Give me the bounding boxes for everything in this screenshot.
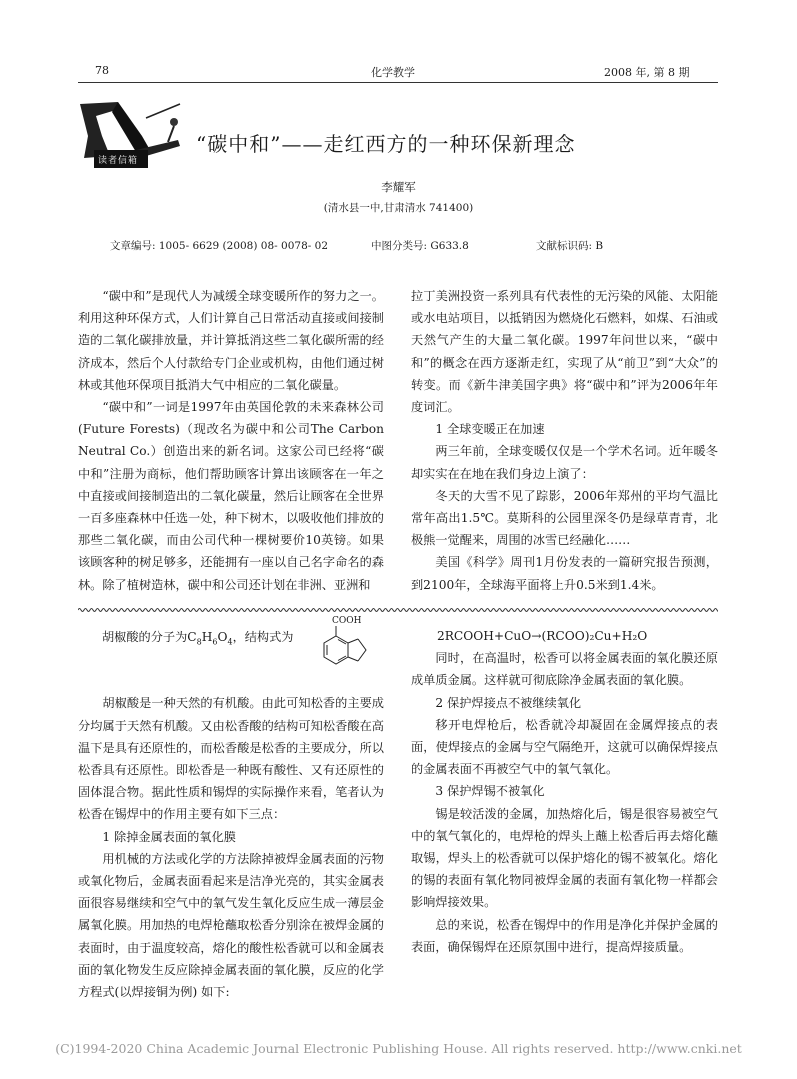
formula-text-b: H [201, 630, 213, 644]
header-rule [78, 82, 718, 83]
formula-text-c: O [217, 630, 228, 644]
journal-name: 化学教学 [371, 66, 415, 79]
logo-label: 读者信箱 [98, 156, 139, 166]
section-heading: 1 除掉金属表面的氧化膜 [102, 829, 236, 844]
clc-number: 中图分类号: G633.8 [371, 240, 469, 252]
document-code: 文献标识码: B [536, 240, 604, 252]
formula-sub: 6 [212, 637, 218, 647]
paragraph: 美国《科学》周刊1月份发表的一篇研究报告预测，到2100年，全球海平面将上升0.5米到1.4米。 [411, 555, 718, 592]
section-heading: 3 保护焊锡不被氧化 [435, 784, 545, 799]
paragraph: 移开电焊枪后，松香就冷却凝固在金属焊接点的表面，使焊接点的金属与空气隔绝开，这就可以确保焊接点的金属表面不再被空气中的氧气氧化。 [411, 717, 718, 777]
formula-sub: 8 [196, 637, 202, 647]
cooh-label: COOH [332, 616, 362, 626]
benzodioxole-structure-icon [318, 620, 378, 684]
formula-sub: 4 [227, 637, 233, 647]
structural-formula [318, 616, 378, 684]
article2-left-body [78, 692, 384, 1003]
article2-right-column [411, 625, 718, 958]
paragraph: 胡椒酸是一种天然的有机酸。由此可知松香的主要成分均属于天然有机酸。又由松香酸的结构可知松香酸在高温下是具有还原性的，而松香酸是松香的主要成分，所以松香具有还原性。即松香是一种既有酸性、又有还原性的固体混合物。据此性质和锡焊的实际操作来看，笔者认为松香在锡焊中的作用主要有如下三点： [78, 696, 384, 822]
formula-text-d: ，结构式为 [232, 630, 294, 644]
wavy-divider [78, 607, 718, 613]
paragraph: 同时，在高温时，松香可以将金属表面的氧化膜还原成单质金属。这样就可彻底除净金属表面的氧化膜。 [411, 651, 718, 688]
paragraph: 两三年前，全球变暖仅仅是一个学术名词。近年暖冬却实实在在地在我们身边上演了： [411, 444, 718, 481]
paragraph: 拉丁美洲投资一系列具有代表性的无污染的风能、太阳能或水电站项目，以抵销因为燃烧化石燃料，如煤、石油或天然气产生的大量二氧化碳。1997年问世以来，“碳中和”的概念在西方逐渐走红，实现了从“前卫”到“大众”的转变。而《新牛津美国字典》将“碳中和”评为2006年年度词汇。 [411, 289, 718, 415]
paragraph: 冬天的大雪不见了踪影，2006年郑州的平均气温比常年高出1.5℃。莫斯科的公园里深冬仍是绿草青青，北极熊一觉醒来，周围的冰雪已经融化…… [411, 488, 718, 548]
author-affiliation: (清水县一中,甘肃清水 741400) [323, 202, 474, 214]
article2-right-body [411, 647, 718, 958]
paragraph: 总的来说，松香在锡焊中的作用是净化并保护金属的表面，确保锡焊在还原氛围中进行，提高焊接质量。 [411, 917, 718, 954]
article-title: “碳中和”——走红西方的一种环保新理念 [196, 132, 576, 156]
copyright-footer: (C)1994-2020 China Academic Journal Electronic Publishing House. All rights reserved. http://www.cnki.net [55, 1041, 742, 1056]
article-id: 文章编号: 1005- 6629 (2008) 08- 0078- 02 [110, 240, 329, 252]
chemical-equation: 2RCOOH+CuO→(RCOO)₂Cu+H₂O [437, 629, 648, 643]
page-number: 78 [95, 64, 109, 77]
section-heading: 2 保护焊接点不被继续氧化 [435, 695, 582, 710]
formula-text-a: 胡椒酸的分子为C [102, 630, 197, 644]
column-logo [76, 96, 188, 176]
article1-left-column [78, 285, 384, 596]
section-heading: 1 全球变暖正在加速 [435, 422, 545, 437]
paragraph: “碳中和”是现代人为减缓全球变暖所作的努力之一。利用这种环保方式，人们计算自己日常活动直接或间接制造的二氧化碳排放量，并计算抵消这些二氧化碳所需的经济成本，然后个人付款给专门企业或机构，由他们通过树林或其他环保项目抵消大气中相应的二氧化碳量。 [78, 289, 384, 392]
issue-info: 2008 年, 第 8 期 [604, 66, 690, 79]
paragraph: 锡是较活泼的金属，加热熔化后，锡是很容易被空气中的氧气氧化的，电焊枪的焊头上蘸上松香后再去熔化蘸取锡，焊头上的松香就可以保护熔化的锡不被氧化。熔化的锡的表面有氧化物同被焊金属的表面有氧化物一样都会影响焊接效果。 [411, 806, 718, 910]
paragraph: 用机械的方法或化学的方法除掉被焊金属表面的污物或氧化物后，金属表面看起来是洁净光亮的，其实金属表面很容易继续和空气中的氧气发生氧化反应生成一薄层金属氧化膜。用加热的电焊枪蘸取松香分别涂在被焊金属的表面时，由于温度较高，熔化的酸性松香就可以和金属表面的氧化物发生反应除掉金属表面的氧化膜，反应的化学方程式(以焊接铜为例) 如下: [78, 851, 384, 1000]
paragraph: “碳中和”一词是1997年由英国伦敦的未来森林公司(Future Forests)（现改名为碳中和公司The Carbon Neutral Co.）创造出来的新名词。这家公司已经将“碳中和”注册为商标，他们帮助顾客计算出该顾客在一年之中直接或间接制造出的二氧化碳量，然后让顾客在全世界一百多座森林中任选一处，种下树木，以吸收他们排放的那些二氧化碳，而由公司代种一棵树要价10英镑。如果该顾客种的树足够多，还能拥有一座以自己名字命名的森林。除了植树造林，碳中和公司还计划在非洲、亚洲和 [78, 400, 384, 592]
author-name: 李耀军 [381, 180, 416, 194]
article1-right-column [411, 285, 718, 596]
